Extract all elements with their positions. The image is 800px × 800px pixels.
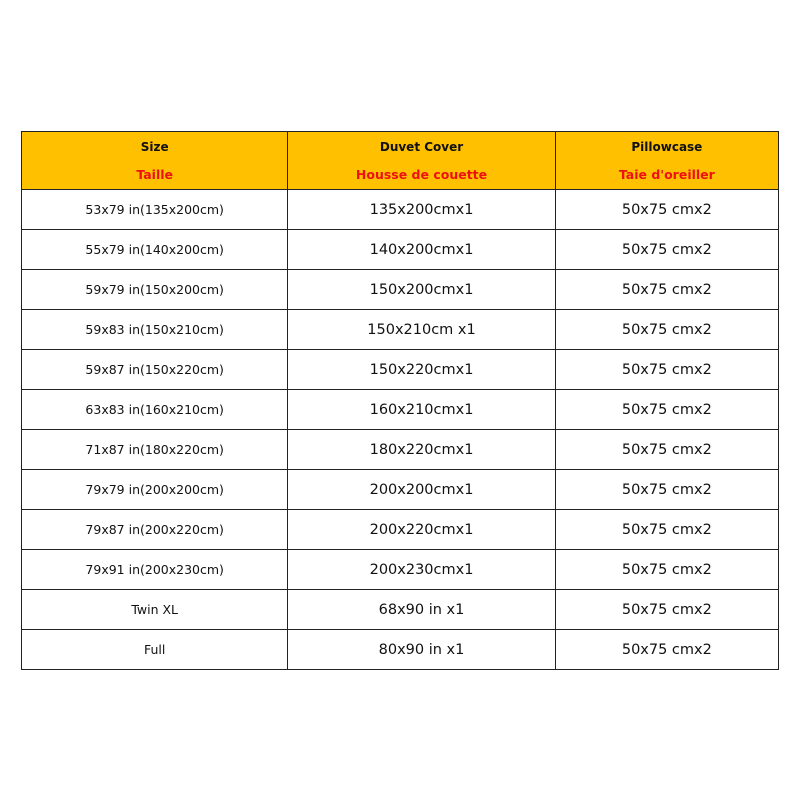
cell-pillowcase: 50x75 cmx2 <box>555 190 778 230</box>
cell-size: 59x79 in(150x200cm) <box>22 270 288 310</box>
table-header-row <box>22 132 779 190</box>
cell-duvet-cover: 180x220cmx1 <box>288 430 555 470</box>
cell-size: Full <box>22 630 288 670</box>
cell-pillowcase: 50x75 cmx2 <box>555 430 778 470</box>
cell-pillowcase: 50x75 cmx2 <box>555 350 778 390</box>
header-duvet-cover-fr: Housse de couette <box>355 166 488 182</box>
cell-duvet-cover: 150x210cm x1 <box>288 310 555 350</box>
header-duvet-cover-en: Duvet Cover <box>379 139 464 154</box>
cell-pillowcase: 50x75 cmx2 <box>555 310 778 350</box>
table-row <box>22 470 779 510</box>
header-duvet-cover <box>288 132 555 190</box>
cell-size: 53x79 in(135x200cm) <box>22 190 288 230</box>
cell-size: 79x79 in(200x200cm) <box>22 470 288 510</box>
table-row <box>22 190 779 230</box>
cell-pillowcase: 50x75 cmx2 <box>555 510 778 550</box>
cell-duvet-cover: 135x200cmx1 <box>288 190 555 230</box>
table-row <box>22 550 779 590</box>
cell-duvet-cover: 150x200cmx1 <box>288 270 555 310</box>
cell-pillowcase: 50x75 cmx2 <box>555 270 778 310</box>
cell-size: 79x91 in(200x230cm) <box>22 550 288 590</box>
cell-duvet-cover: 200x220cmx1 <box>288 510 555 550</box>
table-row <box>22 230 779 270</box>
cell-duvet-cover: 160x210cmx1 <box>288 390 555 430</box>
cell-pillowcase: 50x75 cmx2 <box>555 630 778 670</box>
header-pillowcase-fr: Taie d'oreiller <box>618 166 715 182</box>
table-row <box>22 310 779 350</box>
header-size-fr: Taille <box>136 166 174 182</box>
cell-size: 59x87 in(150x220cm) <box>22 350 288 390</box>
header-size-en: Size <box>140 139 169 154</box>
cell-duvet-cover: 200x200cmx1 <box>288 470 555 510</box>
size-chart-table <box>21 131 779 670</box>
cell-pillowcase: 50x75 cmx2 <box>555 590 778 630</box>
cell-pillowcase: 50x75 cmx2 <box>555 230 778 270</box>
cell-pillowcase: 50x75 cmx2 <box>555 390 778 430</box>
cell-duvet-cover: 200x230cmx1 <box>288 550 555 590</box>
table-row <box>22 590 779 630</box>
table-row <box>22 630 779 670</box>
cell-size: 55x79 in(140x200cm) <box>22 230 288 270</box>
cell-duvet-cover: 80x90 in x1 <box>288 630 555 670</box>
cell-pillowcase: 50x75 cmx2 <box>555 470 778 510</box>
cell-pillowcase: 50x75 cmx2 <box>555 550 778 590</box>
cell-size: 79x87 in(200x220cm) <box>22 510 288 550</box>
table-row <box>22 510 779 550</box>
cell-size: 71x87 in(180x220cm) <box>22 430 288 470</box>
cell-duvet-cover: 150x220cmx1 <box>288 350 555 390</box>
table-row <box>22 430 779 470</box>
header-size <box>22 132 288 190</box>
cell-size: Twin XL <box>22 590 288 630</box>
cell-size: 59x83 in(150x210cm) <box>22 310 288 350</box>
header-pillowcase <box>555 132 778 190</box>
header-pillowcase-en: Pillowcase <box>631 139 703 154</box>
cell-size: 63x83 in(160x210cm) <box>22 390 288 430</box>
table-row <box>22 270 779 310</box>
table-row <box>22 350 779 390</box>
cell-duvet-cover: 68x90 in x1 <box>288 590 555 630</box>
table-row <box>22 390 779 430</box>
cell-duvet-cover: 140x200cmx1 <box>288 230 555 270</box>
